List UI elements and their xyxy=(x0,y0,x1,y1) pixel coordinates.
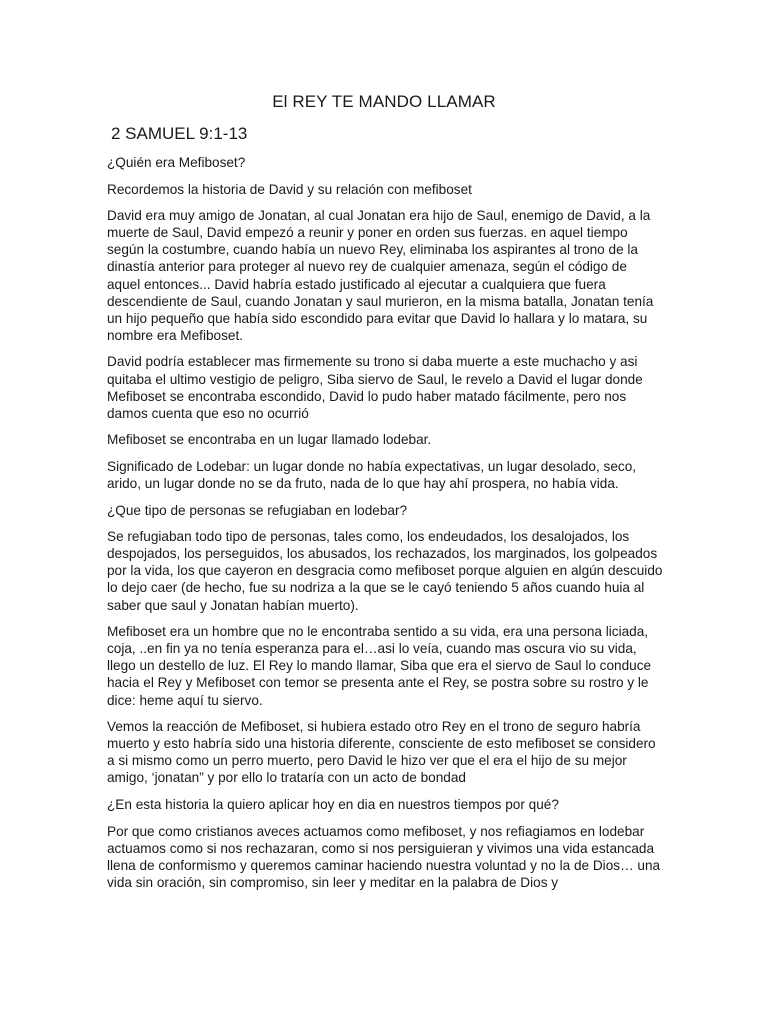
document-body xyxy=(107,154,663,900)
paragraph: ¿En esta historia la quiero aplicar hoy en dia en nuestros tiempos por qué? xyxy=(107,797,559,812)
page-title: El REY TE MANDO LLAMAR xyxy=(272,92,496,111)
paragraph: David podría establecer mas firmemente su trono si daba muerte a este muchacho y asi quitaba el ultimo vestigio de peligro, Siba siervo de Saul, le revelo a David el lugar donde Mefiboset se encontraba escondido, David lo pudo haber matado fácilmente, pero nos damos cuenta que eso no ocurrió xyxy=(107,354,643,421)
paragraph: ¿Quién era Mefiboset? xyxy=(107,155,246,170)
paragraph: ¿Que tipo de personas se refugiaban en lodebar? xyxy=(107,502,408,518)
paragraph: Mefiboset se encontraba en un lugar llamado lodebar. xyxy=(107,432,432,448)
paragraph: Por que como cristianos aveces actuamos como mefiboset, y nos refiagiamos en lodebar actuamos como si nos rechazaran, como si nos persiguieran y vivimos una vida estancada llena de conformismo y queremos caminar haciendo nuestra voluntad y no la de Dios… una vida sin oración, sin compromiso, sin leer y meditar en la palabra de Dios y xyxy=(107,823,661,890)
paragraph: Vemos la reacción de Mefiboset, si hubiera estado otro Rey en el trono de seguro habría muerto y esto habría sido una historia diferente, consciente de esto mefiboset se considero a si mismo como un perro muerto, pero David le hizo ver que el era el hijo de su mejor amigo, ‘jonatan” y por ello lo trataría con un acto de bondad xyxy=(107,719,656,786)
paragraph: Significado de Lodebar: un lugar donde no había expectativas, un lugar desolado, seco, arido, un lugar donde no se da fruto, nada de lo que hay ahí prospera, no había vida. xyxy=(107,458,637,491)
paragraph: David era muy amigo de Jonatan, al cual Jonatan era hijo de Saul, enemigo de David, a la muerte de Saul, David empezó a reunir y poner en orden sus fuerzas. en aquel tiempo según la costumbre, cuando había un nuevo Rey, eliminaba los aspirantes al trono de la dinastía anterior para proteger al nuevo rey de cualquier amenaza, según el código de aquel entonces... David habría estado justificado al ejecutar a cualquiera que fuera descendiente de Saul, cuando Jonatan y saul murieron, en la misma batalla, Jonatan tenía un hijo pequeño que había sido escondido para evitar que David lo hallara y lo matara, su nombre era Mefiboset. xyxy=(107,208,654,343)
paragraph: Se refugiaban todo tipo de personas, tales como, los endeudados, los desalojados, los despojados, los perseguidos, los abusados, los rechazados, los marginados, los golpeados por la vida, los que cayeron en desgracia como mefiboset porque alguien en algún descuido lo dejo caer (de hecho, fue su nodriza a la que se le cayó teniendo 5 años cuando huia al saber que saul y Jonatan habían muerto). xyxy=(107,529,663,613)
paragraph: Recordemos la historia de David y su relación con mefiboset xyxy=(107,181,472,197)
scripture-reference: 2 SAMUEL 9:1-13 xyxy=(111,124,248,143)
paragraph: Mefiboset era un hombre que no le encontraba sentido a su vida, era una persona liciada, coja, ..en fin ya no tenía esperanza para el…asi lo veía, cuando mas oscura vio su vida, llego un destello de luz. El Rey lo mando llamar, Siba que era el siervo de Saul lo conduce hacia el Rey y Mefiboset con temor se presenta ante el Rey, se postra sobre su rostro y le dice: heme aquí tu siervo. xyxy=(107,624,652,708)
